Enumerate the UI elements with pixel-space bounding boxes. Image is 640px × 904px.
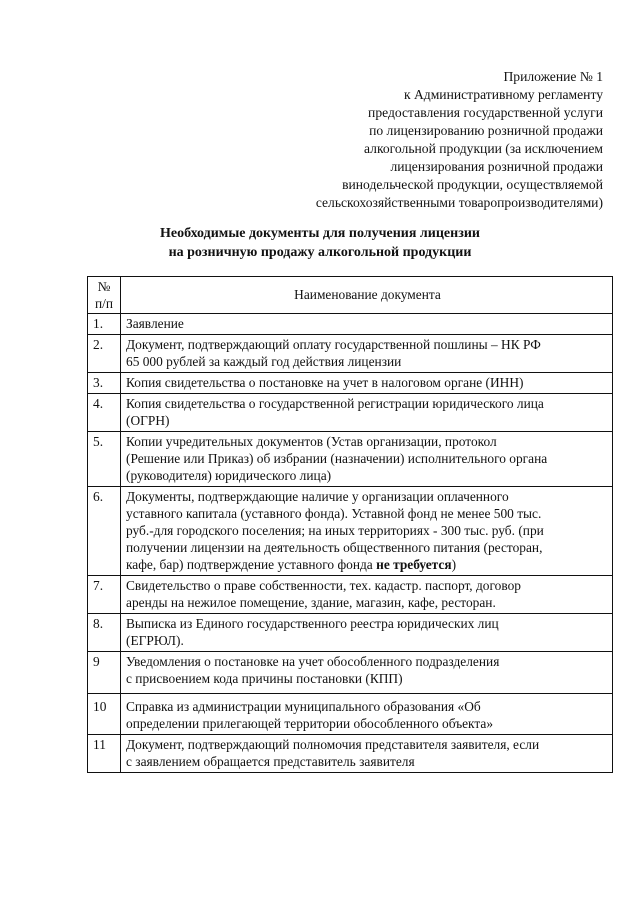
appendix-line: лицензирования розничной продажи [390,159,603,174]
emphasis-not-required: не требуется [376,557,452,572]
row-text-line: с присвоением кода причины постановки (КПП) [126,671,403,686]
row-number: 1. [88,314,121,335]
row-document-name [121,373,613,394]
document-title [0,224,640,262]
row-text-line: определении прилегающей территории обособленного объекта» [126,716,494,731]
row-document-name [121,487,613,576]
row-number: 4. [88,394,121,432]
row-text-line [126,556,609,573]
row-text-line: Копия свидетельства о постановке на учет в налоговом органе (ИНН) [126,375,524,390]
table-row [88,373,613,394]
row-text-line: Копия свидетельства о государственной регистрации юридического лица [126,396,544,411]
row-document-name [121,314,613,335]
row-text-line: с заявлением обращается представитель заявителя [126,754,415,769]
row-text-line: получении лицензии на деятельность общественного питания (ресторан, [126,540,543,555]
row-number: 9 [88,652,121,694]
table-row [88,487,613,576]
row-text-line: (руководителя) юридического лица) [126,468,332,483]
row-text-line: Справка из администрации муниципального образования «Об [126,699,481,714]
row-document-name [121,335,613,373]
row-text-line: (ЕГРЮЛ). [126,633,184,648]
row-number: 2. [88,335,121,373]
table-row [88,614,613,652]
appendix-line: Приложение № 1 [503,69,603,84]
row-number: 6. [88,487,121,576]
row-text-fragment: кафе, бар) подтверждение уставного фонда [126,557,377,572]
row-text-line: Свидетельство о праве собственности, тех. кадастр. паспорт, договор [126,578,521,593]
title-line-1: Необходимые документы для получения лицензии [160,226,480,241]
row-number: 7. [88,576,121,614]
table-header-row [88,277,613,314]
name-column-header: Наименование документа [121,277,613,314]
row-text-line: (ОГРН) [126,413,170,428]
row-number: 10 [88,694,121,735]
documents-table [87,276,613,773]
row-text-fragment: ) [451,557,457,572]
row-text-line: (Решение или Приказ) об избрании (назначении) исполнительного органа [126,451,548,466]
appendix-line: сельскохозяйственными товаропроизводителями) [315,195,603,210]
appendix-line: по лицензированию розничной продажи [369,123,603,138]
row-number: 5. [88,432,121,487]
row-document-name [121,735,613,773]
number-column-header [88,277,121,314]
row-document-name [121,432,613,487]
row-text-line: Копии учредительных документов (Устав организации, протокол [126,434,497,449]
row-number: 8. [88,614,121,652]
row-number: 11 [88,735,121,773]
table-row [88,652,613,694]
row-text-line: аренды на нежилое помещение, здание, магазин, кафе, ресторан. [126,595,496,610]
table-row [88,314,613,335]
row-text-line: Выписка из Единого государственного реестра юридических лиц [126,616,499,631]
row-document-name [121,576,613,614]
appendix-line: предоставления государственной услуги [368,105,603,120]
row-text-line: руб.-для городского поселения; на иных территориях - 300 тыс. руб. (при [126,523,544,538]
appendix-line: к Административному регламенту [403,87,603,102]
row-text-line: 65 000 рублей за каждый год действия лицензии [126,354,402,369]
row-document-name [121,652,613,694]
appendix-line: винодельческой продукции, осуществляемой [342,177,603,192]
title-line-2: на розничную продажу алкогольной продукции [168,245,472,260]
row-text-line: Документ, подтверждающий оплату государственной пошлины – НК РФ [126,337,541,352]
row-text-line: уставного капитала (уставного фонда). Уставной фонд не менее 500 тыс. [126,506,542,521]
row-document-name [121,394,613,432]
row-text-line: Уведомления о постановке на учет обособленного подразделения [126,654,500,669]
row-text-line: Документ, подтверждающий полномочия представителя заявителя, если [126,737,540,752]
row-number: 3. [88,373,121,394]
table-row [88,432,613,487]
table-row [88,694,613,735]
number-header-abbrev: п/п [94,296,114,311]
appendix-header [283,68,603,212]
row-text-line: Заявление [126,316,184,331]
table-row [88,335,613,373]
row-document-name [121,614,613,652]
table-row [88,394,613,432]
table-row [88,576,613,614]
appendix-line: алкогольной продукции (за исключением [364,141,603,156]
table-row [88,735,613,773]
number-header-symbol: № [97,279,111,294]
row-document-name [121,694,613,735]
row-text-line: Документы, подтверждающие наличие у организации оплаченного [126,489,509,504]
